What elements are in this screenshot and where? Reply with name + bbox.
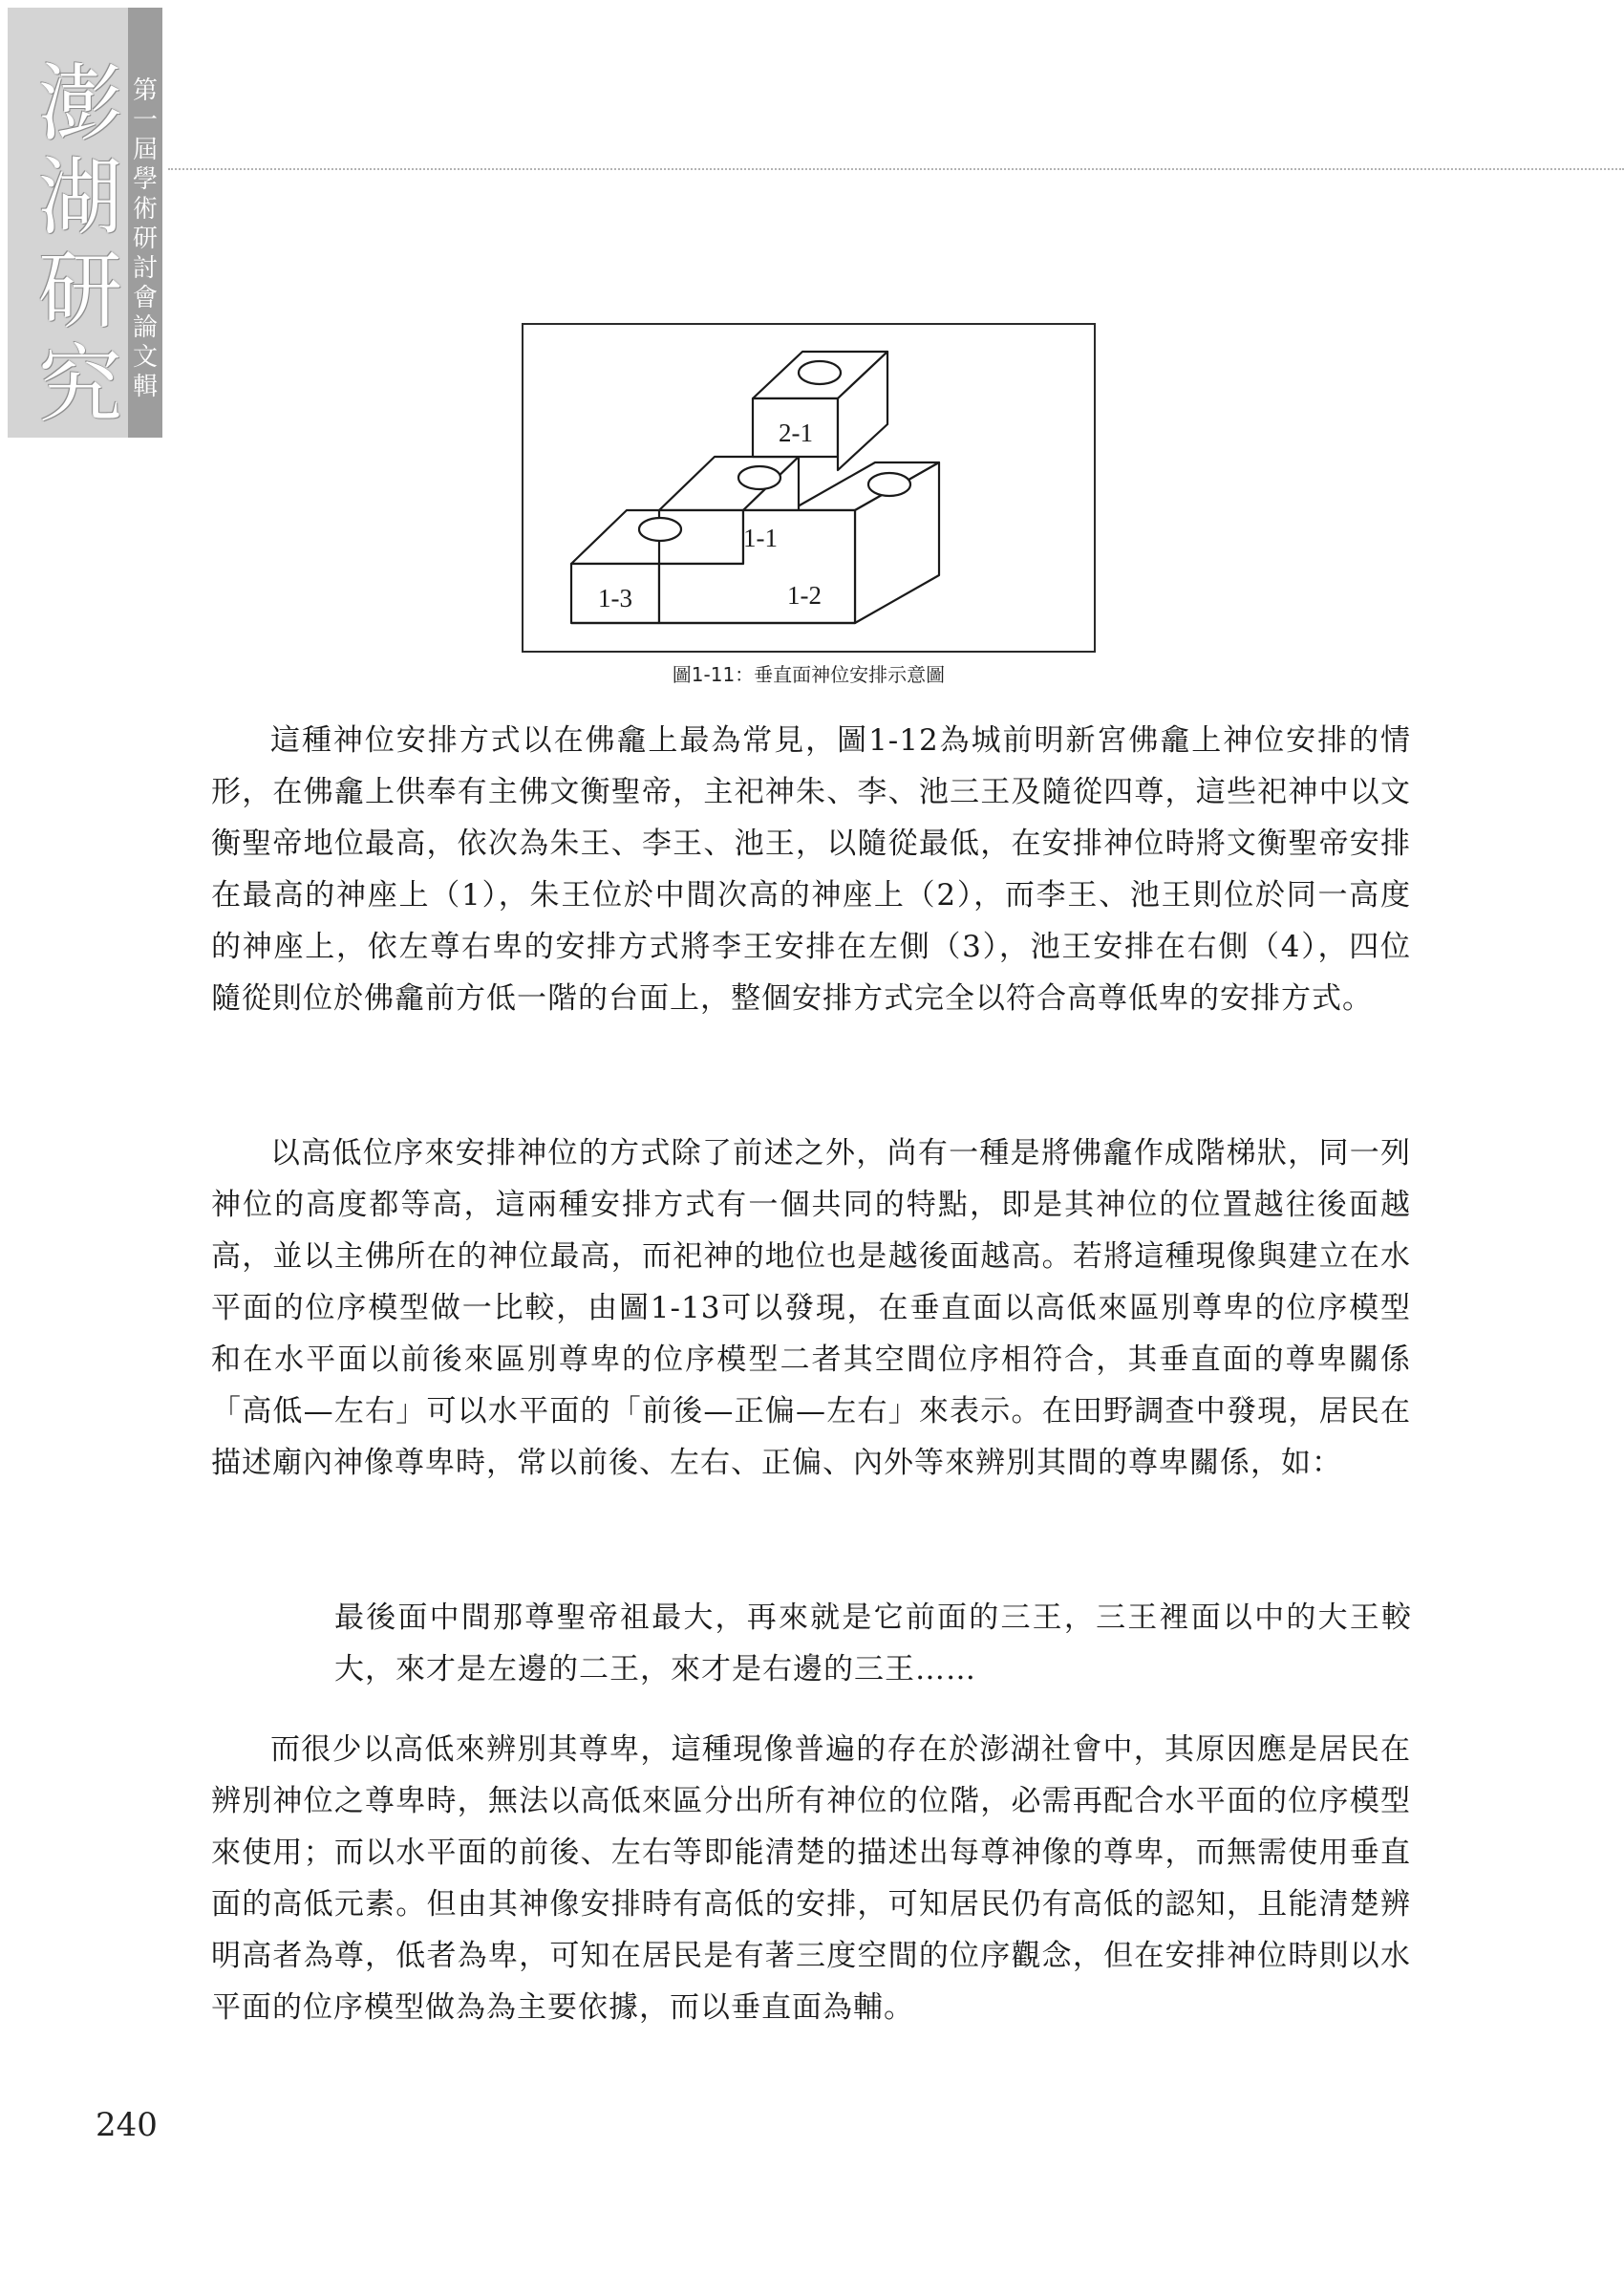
body-paragraph-2: 以高低位序來安排神位的方式除了前述之外，尚有一種是將佛龕作成階梯狀，同一列神位的高度都等高，這兩種安排方式有一個共同的特點，即是其神位的位置越往後面越高，並以主佛所在的神位最高，而祀神的地位也是越後面越高。若將這種現像與建立在水平面的位序模型做一比較，由圖1-13可以發現，在垂直面以高低來區別尊卑的位序模型和在水平面以前後來區別尊卑的位序模型二者其空間位序相符合，其垂直面的尊卑關係「高低—左右」可以水平面的「前後—正偏—左右」來表示。在田野調查中發現，居民在描述廟內神像尊卑時，常以前後、左右、正偏、內外等來辨別其間的尊卑關係，如： (211, 1136, 1411, 1480)
label-1-3: 1-3 (598, 584, 632, 612)
seat-hole-middle (738, 466, 780, 489)
interview-quote: 最後面中間那尊聖帝祖最大，再來就是它前面的三王，三王裡面以中的大王較大，來才是左邊的二王，來才是右邊的三王…… (334, 1600, 1412, 1686)
label-1-1: 1-1 (743, 524, 778, 552)
series-subtitle: 第一屆學術研討會論文輯 (132, 76, 158, 401)
page-number: 240 (96, 2106, 158, 2144)
label-2-1: 2-1 (779, 419, 813, 447)
seat-hole-top (799, 361, 841, 384)
body-paragraph-3: 而很少以高低來辨別其尊卑，這種現像普遍的存在於澎湖社會中，其原因應是居民在辨別神位之尊卑時，無法以高低來區分出所有神位的位階，必需再配合水平面的位序模型來使用；而以水平面的前後、左右等即能清楚的描述出每尊神像的尊卑，而無需使用垂直面的高低元素。但由其神像安排時有高低的安排，可知居民仍有高低的認知，且能清楚辨明高者為尊，低者為卑，可知在居民是有著三度空間的位序觀念，但在安排神位時則以水平面的位序模型做為為主要依據，而以垂直面為輔。 (211, 1732, 1411, 2025)
seat-hole-left (639, 518, 681, 541)
series-title: 澎湖研究 (38, 54, 123, 434)
figure-caption: 圖1-11：垂直面神位安排示意圖 (672, 663, 946, 686)
header-rule (168, 168, 1624, 170)
figure-frame (522, 323, 1096, 653)
body-paragraph-1: 這種神位安排方式以在佛龕上最為常見，圖1-12為城前明新宮佛龕上神位安排的情形，在佛龕上供奉有主佛文衡聖帝，主祀神朱、李、池三王及隨從四尊，這些祀神中以文衡聖帝地位最高，依次為朱王、李王、池王，以隨從最低，在安排神位時將文衡聖帝安排在最高的神座上（1），朱王位於中間次高的神座上（2），而李王、池王則位於同一高度的神座上，依左尊右卑的安排方式將李王安排在左側（3），池王安排在右側（4），四位隨從則位於佛龕前方低一階的台面上，整個安排方式完全以符合高尊低卑的安排方式。 (211, 723, 1411, 1016)
label-1-2: 1-2 (787, 581, 822, 610)
seat-hole-right (868, 473, 910, 496)
altar-block-diagram (524, 325, 1094, 651)
